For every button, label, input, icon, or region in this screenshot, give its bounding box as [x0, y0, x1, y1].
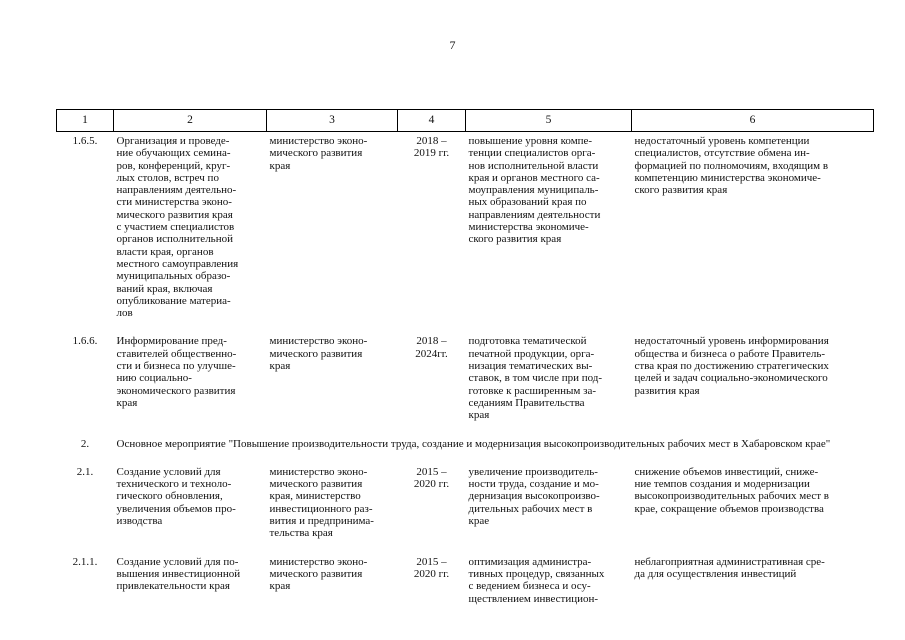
period-cell: 2018 – 2024гг. [415, 335, 448, 360]
main-measure-title: Основное мероприятие "Повышение производительности труда, создание и модернизация высокопроизводительных рабочих мест в Хабаровском крае" [116, 437, 831, 450]
item-number: 2.1.1. [72, 555, 98, 568]
measure-cell: Организация и проведе- ние обучающих семина- ров, конференций, круг- лых столов, встреч по направлениям деятельно- сти министерства эконо- мического развития края с участием специалистов органов исполнительной власти края, органов местного самоуправления муниципальных образо- ваний края, включая опубликование материа- лов [116, 135, 239, 320]
period-cell: 2018 – 2019 гг. [413, 135, 450, 160]
measure-cell: Информирование пред- ставителей общественно- сти и бизнеса по улучше- нию социально- экономического развития края [116, 335, 237, 409]
measures-table [56, 109, 874, 605]
executor-cell: министерство эконо- мического развития края [269, 555, 368, 593]
column-header: 5 [466, 110, 632, 132]
table-row [57, 319, 874, 421]
page-number: 7 [449, 38, 456, 52]
result-cell: подготовка тематической печатной продукции, орга- низация тематических вы- ставок, в том числе при под- готовке к расширенным за- седаниям Правительства края [468, 335, 603, 422]
consequences-cell: неблагоприятная административная сре- да для осуществления инвестиций [634, 555, 825, 580]
column-header: 6 [632, 110, 874, 132]
item-number: 1.6.6. [72, 335, 98, 348]
result-cell: оптимизация администра- тивных процедур, связанных с ведением бизнеса и осу- ществлением инвестицион- [468, 555, 605, 605]
executor-cell: министерство эконо- мического развития края [269, 135, 368, 172]
period-cell: 2015 – 2020 гг. [413, 465, 450, 491]
result-cell: повышение уровня компе- тенции специалистов орга- нов исполнительной власти края и органов местного са- моуправления муниципаль- ных образований края по направлениям деятельности министерства экономиче- ского развития края [468, 135, 601, 246]
table-header [57, 110, 874, 132]
item-number: 2. [80, 437, 90, 450]
period-cell: 2015 – 2020 гг. [413, 555, 450, 580]
table-row [57, 422, 874, 450]
item-number: 2.1. [76, 465, 94, 478]
column-header: 3 [267, 110, 398, 132]
item-number: 1.6.5. [72, 135, 98, 147]
consequences-cell: недостаточный уровень компетенции специалистов, отсутствие обмена ин- формацией по полномочиям, входящим в компетенцию министерства экономиче- ского развития края [634, 135, 829, 197]
consequences-cell: снижение объемов инвестиций, сниже- ние темпов создания и модернизации высокопроизводительных рабочих мест в крае, сокращение объемов производства [634, 465, 829, 515]
executor-cell: министерство эконо- мического развития края [269, 335, 368, 373]
table-row [57, 450, 874, 540]
table-row [57, 540, 874, 605]
measure-cell: Создание условий для по- вышения инвестиционной привлекательности края [116, 555, 241, 593]
consequences-cell: недостаточный уровень информирования общества и бизнеса о работе Правитель- ства края по достижению стратегических целей и задач социально-экономического развития края [634, 335, 829, 397]
column-header: 4 [398, 110, 466, 132]
table-row [57, 132, 874, 320]
measure-cell: Создание условий для технического и техноло- гического обновления, увеличения объемов про- изводства [116, 465, 236, 528]
column-header: 1 [57, 110, 114, 132]
result-cell: увеличение производитель- ности труда, создание и мо- дернизация высокопроизво- дительных рабочих мест в крае [468, 465, 600, 528]
executor-cell: министерство эконо- мического развития края, министерство инвестиционного раз- вития и предпринима- тельства края [269, 465, 374, 540]
column-header: 2 [114, 110, 267, 132]
